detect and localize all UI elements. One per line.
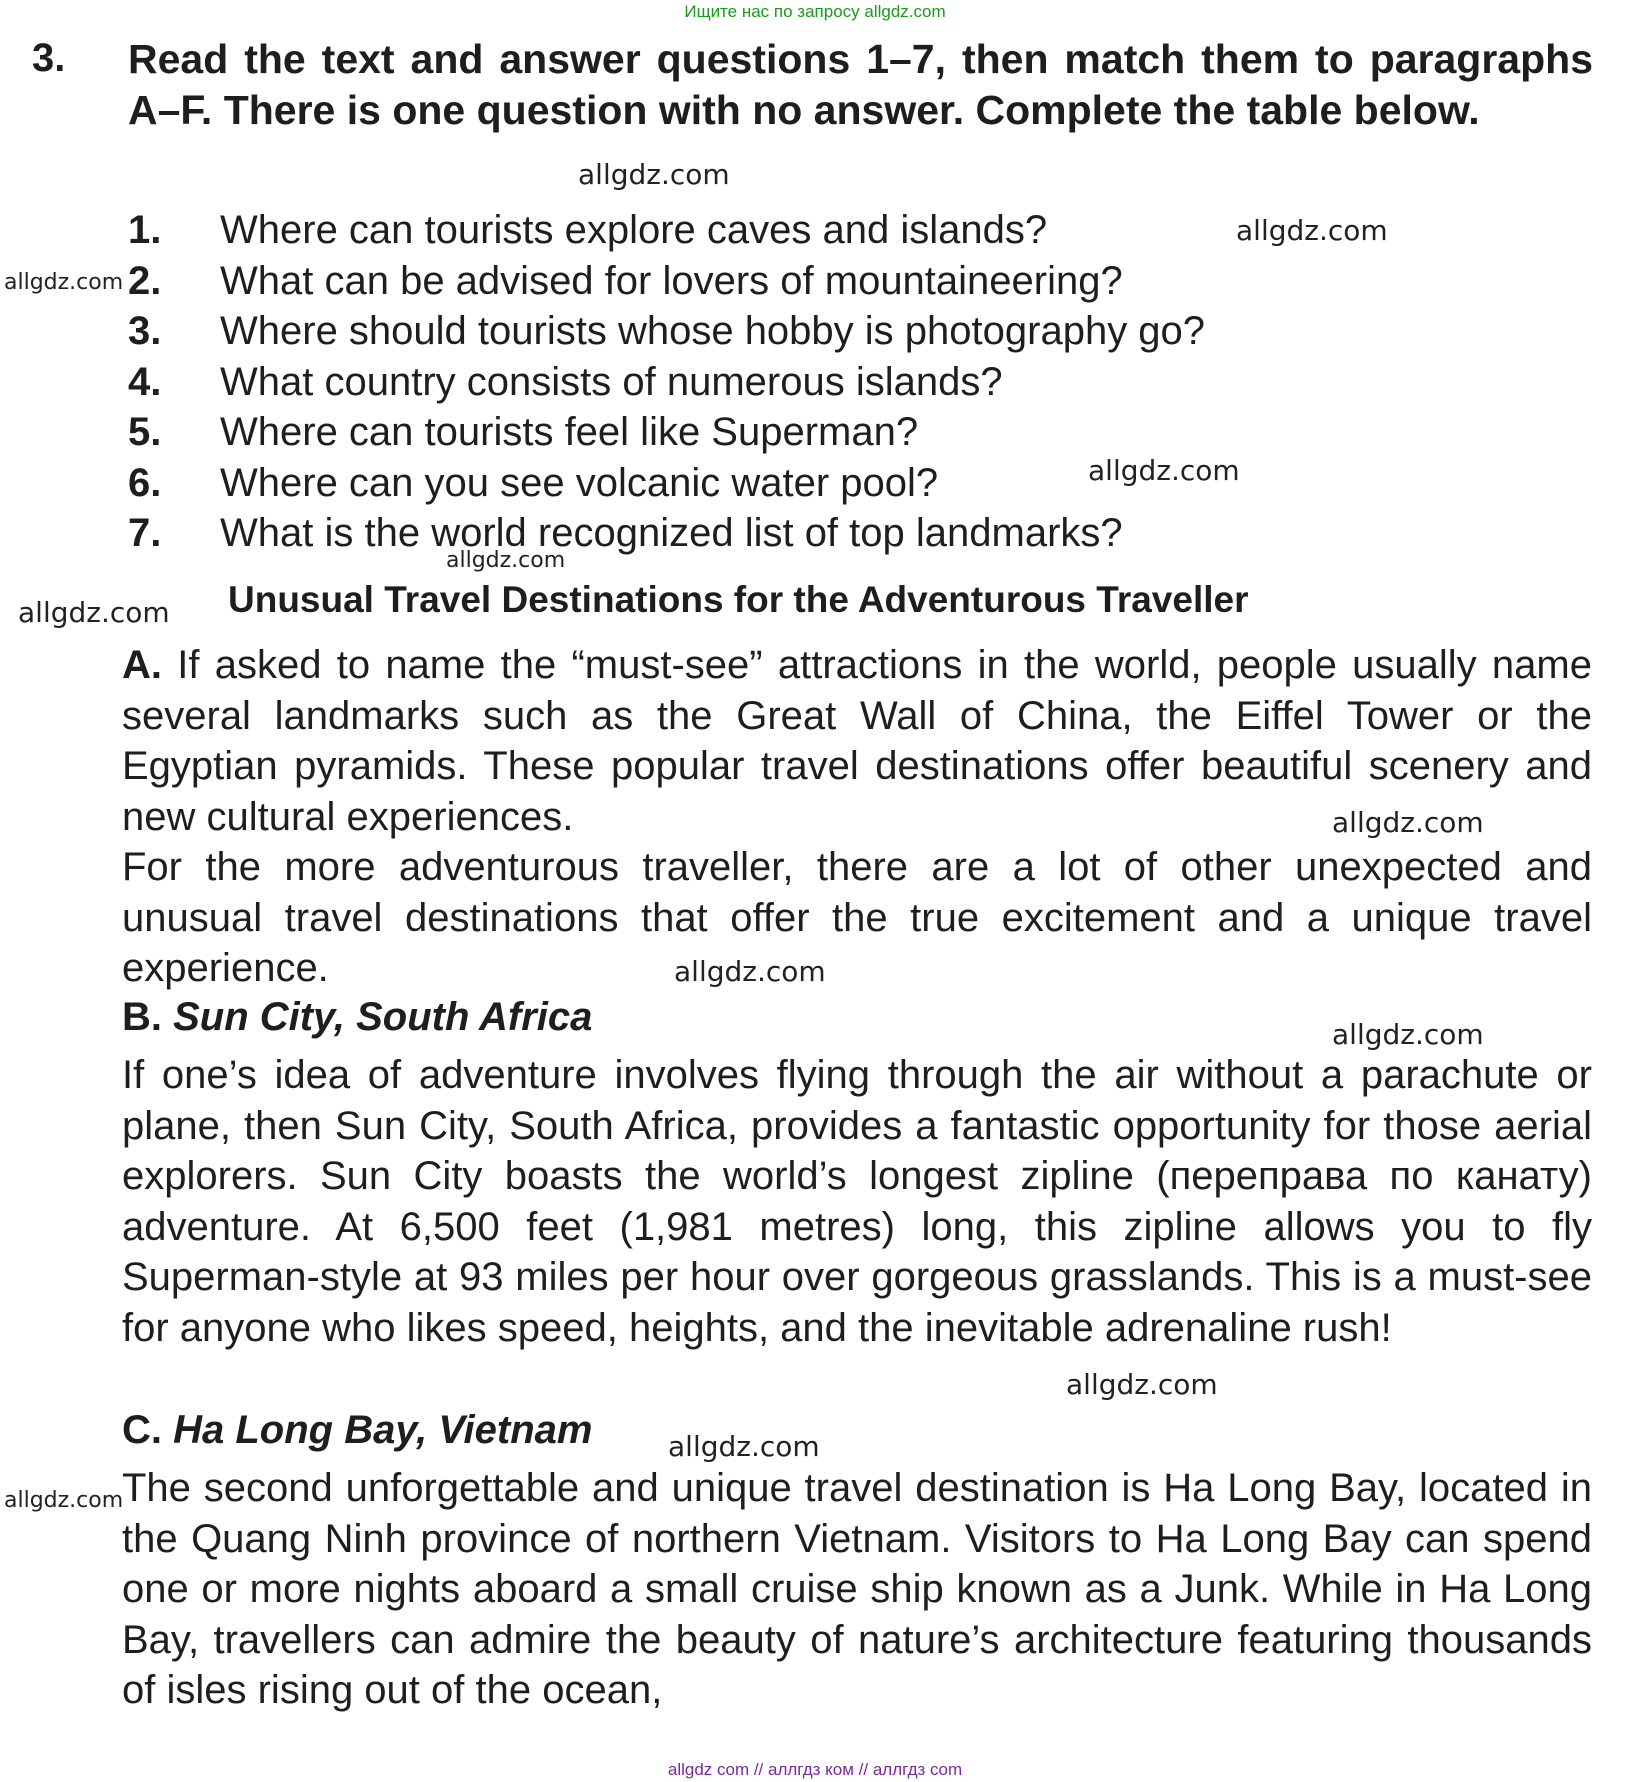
watermark: allgdz.com <box>1236 214 1388 247</box>
watermark: allgdz.com <box>674 955 826 988</box>
paragraph-c-heading <box>122 1408 592 1453</box>
question-item <box>128 357 1205 408</box>
question-item <box>128 407 1205 458</box>
question-item <box>128 306 1205 357</box>
paragraph-text: If asked to name the “must-see” attractions in the world, people usually name several landmarks such as the Great Wall of China, the Eiffel Tower or the Egyptian pyramids. These popular travel destinations offer beautiful scenery and new cultural experiences. <box>122 643 1592 839</box>
paragraph-place: Ha Long Bay, Vietnam <box>173 1408 593 1452</box>
question-text: Where can tourists explore caves and islands? <box>220 208 1048 252</box>
question-item <box>128 256 1205 307</box>
question-text: What is the world recognized list of top landmarks? <box>220 511 1123 555</box>
watermark: allgdz.com <box>668 1430 820 1463</box>
watermark: allgdz.com <box>578 158 730 191</box>
question-number: 7. <box>128 511 162 555</box>
watermark: allgdz.com <box>1332 1018 1484 1051</box>
question-number: 5. <box>128 410 162 454</box>
paragraph-letter: A. <box>122 643 162 687</box>
watermark: allgdz.com <box>446 548 566 573</box>
question-number: 6. <box>128 460 162 505</box>
question-number: 1. <box>128 208 162 252</box>
question-text: What country consists of numerous islands? <box>220 359 1003 404</box>
question-item <box>128 458 1205 509</box>
watermark: allgdz.com <box>4 1488 124 1513</box>
article-title: Unusual Travel Destinations for the Adventurous Traveller <box>228 579 1249 620</box>
watermark: allgdz.com <box>4 270 124 295</box>
paragraph-c-text: The second unforgettable and unique travel destination is Ha Long Bay, located in the Quang Ninh province of northern Vietnam. Visitors to Ha Long Bay can spend one or more nights aboard a small cruise ship known as a Junk. While in Ha Long Bay, travellers can admire the beauty of nature’s architecture featuring thousands of isles rising out of the ocean, <box>122 1466 1592 1712</box>
paragraph-letter: B. <box>122 995 162 1039</box>
task-instructions: Read the text and answer questions 1–7, then match them to paragraphs A–F. There is one question with no answer. Complete the table below. <box>128 36 1593 133</box>
bottom-banner[interactable]: allgdz com // аллгдз ком // аллгдз com <box>667 1760 963 1779</box>
paragraph-place: Sun City, South Africa <box>173 995 593 1039</box>
question-number: 2. <box>128 258 162 303</box>
question-number: 4. <box>128 359 162 404</box>
question-text: Where should tourists whose hobby is photography go? <box>220 309 1206 353</box>
paragraph-letter: C. <box>122 1408 162 1452</box>
watermark: allgdz.com <box>18 596 170 629</box>
question-item <box>128 205 1205 256</box>
task-number: 3. <box>32 36 66 80</box>
question-text: What can be advised for lovers of mountaineering? <box>220 258 1123 303</box>
paragraph-b-heading <box>122 995 592 1040</box>
question-text: Where can you see volcanic water pool? <box>220 460 939 505</box>
question-number: 3. <box>128 309 162 353</box>
watermark: allgdz.com <box>1332 806 1484 839</box>
question-text: Where can tourists feel like Superman? <box>220 410 919 454</box>
paragraph-a-part2: For the more adventurous traveller, there are a lot of other unexpected and unusual travel destinations that offer the true excitement and a unique travel experience. <box>122 845 1592 990</box>
question-item <box>128 508 1205 559</box>
watermark: allgdz.com <box>1066 1368 1218 1401</box>
top-banner[interactable]: Ищите нас по запросу allgdz.com <box>684 2 946 21</box>
question-list <box>128 205 1205 559</box>
paragraph-b-text: If one’s idea of adventure involves flying through the air without a parachute or plane, then Sun City, South Africa, provides a fantastic opportunity for those aerial explorers. Sun City boasts the world’s longest zipline (переправа по канату) adventure. At 6,500 feet (1,981 metres) long, this zipline allows you to fly Superman-style at 93 miles per hour over gorgeous grasslands. This is a must-see for anyone who likes speed, heights, and the inevitable adrenaline rush! <box>122 1053 1592 1350</box>
watermark: allgdz.com <box>1088 454 1240 487</box>
